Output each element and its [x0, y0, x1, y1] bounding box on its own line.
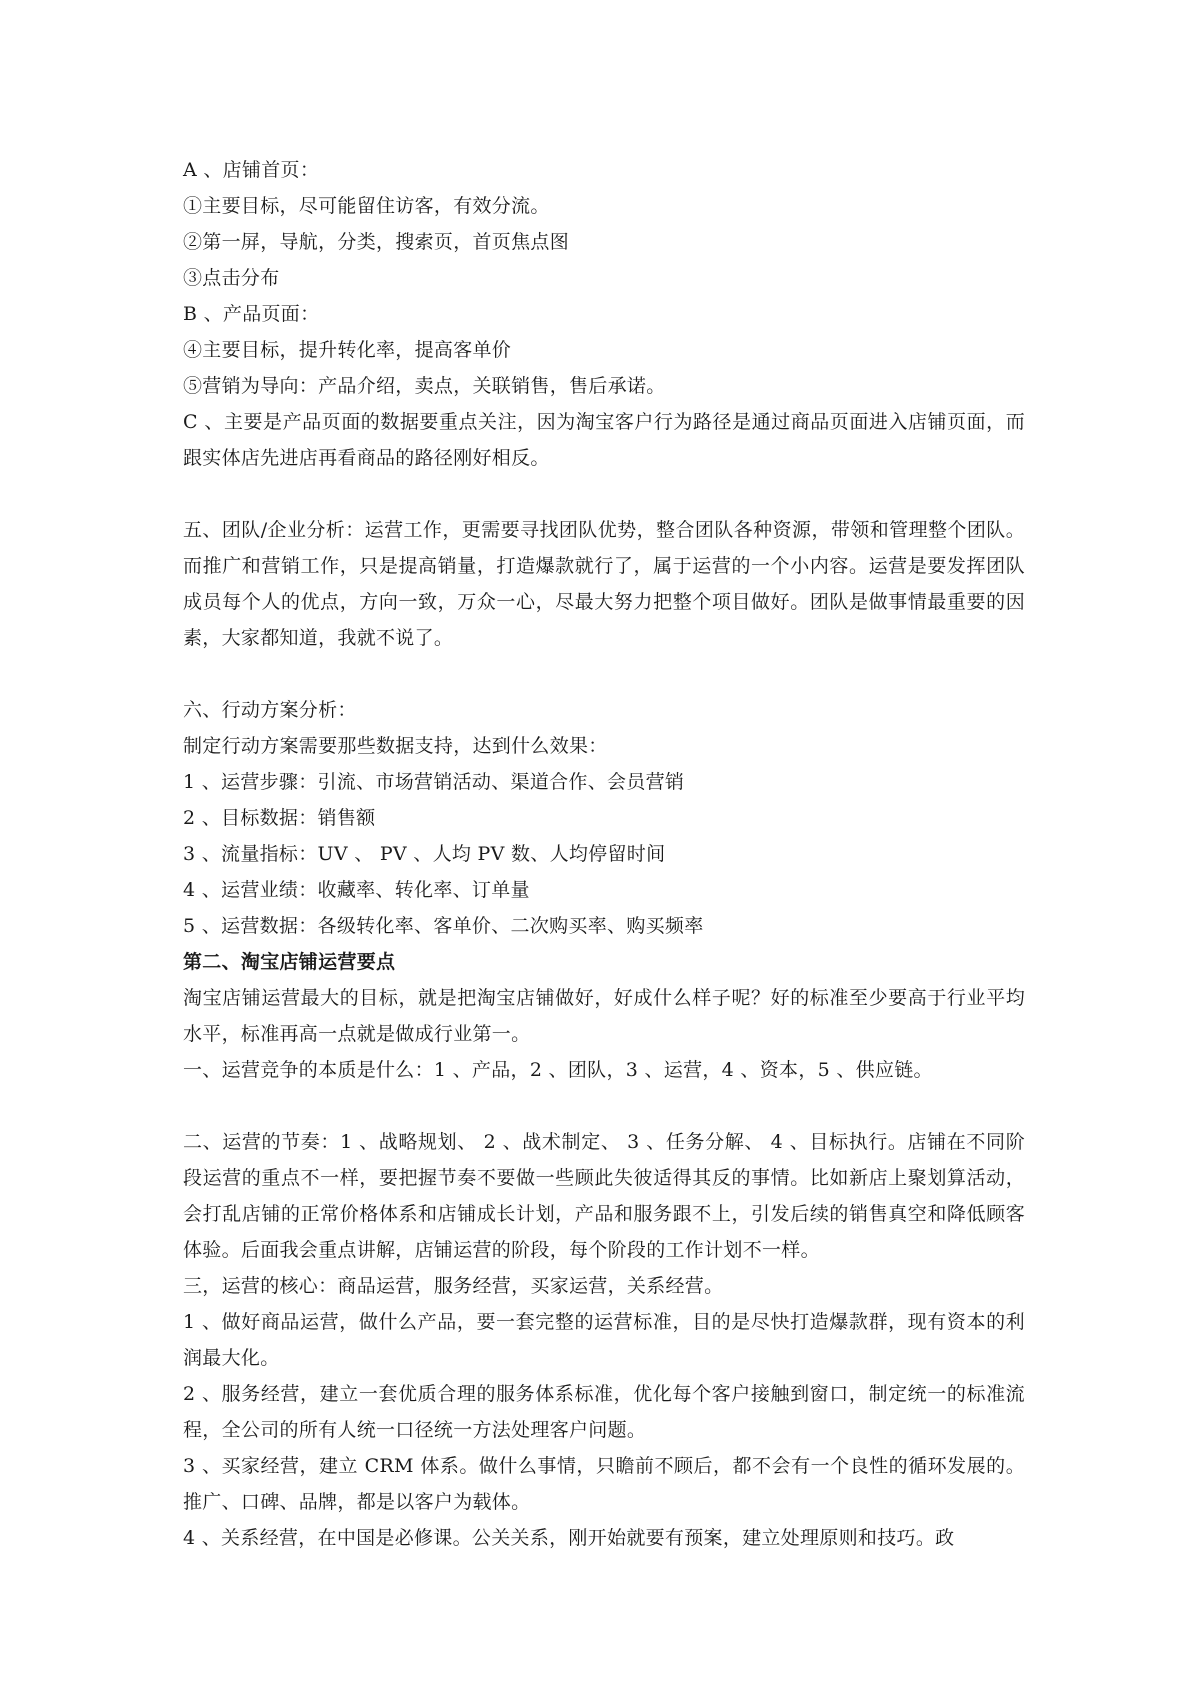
- section-6-item: 4 、运营业绩：收藏率、转化率、订单量: [183, 879, 530, 901]
- section-6-item: 1 、运营步骤：引流、市场营销活动、渠道合作、会员营销: [183, 771, 685, 793]
- core-item: 4 、关系经营，在中国是必修课。公关关系，刚开始就要有预案，建立处理原则和技巧。政: [183, 1527, 955, 1549]
- section-b-item: ⑤营销为导向：产品介绍，卖点，关联销售，售后承诺。: [183, 375, 666, 397]
- section-6-heading: 六、行动方案分析：: [183, 699, 357, 721]
- part2-title: 第二、淘宝店铺运营要点: [183, 951, 396, 973]
- section-b-heading: B 、产品页面：: [183, 303, 320, 325]
- section-6-intro: 制定行动方案需要那些数据支持，达到什么效果：: [183, 735, 608, 757]
- document-page: [183, 152, 1025, 1556]
- part2-point-1: 一、运营竞争的本质是什么：1 、产品，2 、团队，3 、运营，4 、资本，5 、供应链。: [183, 1059, 933, 1081]
- paragraph-gap: [183, 656, 1025, 692]
- core-item: 1 、做好商品运营，做什么产品，要一套完整的运营标准，目的是尽快打造爆款群，现有资本的利润最大化。: [183, 1311, 1025, 1369]
- section-a-heading: A 、店铺首页：: [183, 159, 320, 181]
- section-6-item: 3 、流量指标：UV 、 PV 、人均 PV 数、人均停留时间: [183, 843, 666, 865]
- section-a-item: ②第一屏，导航，分类，搜索页，首页焦点图: [183, 231, 570, 253]
- section-6-item: 2 、目标数据：销售额: [183, 807, 376, 829]
- part2-point-3: 三，运营的核心：商品运营，服务经营，买家运营，关系经营。: [183, 1275, 724, 1297]
- section-a-item: ①主要目标，尽可能留住访客，有效分流。: [183, 195, 550, 217]
- core-item: 3 、买家经营，建立 CRM 体系。做什么事情，只瞻前不顾后，都不会有一个良性的循环发展的。推广、口碑、品牌，都是以客户为载体。: [183, 1455, 1025, 1513]
- section-b-item: ④主要目标，提升转化率，提高客单价: [183, 339, 512, 361]
- section-c-paragraph: C 、主要是产品页面的数据要重点关注，因为淘宝客户行为路径是通过商品页面进入店铺页面，而跟实体店先进店再看商品的路径刚好相反。: [183, 411, 1025, 469]
- section-a-item: ③点击分布: [183, 267, 280, 289]
- part2-intro: 淘宝店铺运营最大的目标，就是把淘宝店铺做好，好成什么样子呢？好的标准至少要高于行业平均水平，标准再高一点就是做成行业第一。: [183, 987, 1025, 1045]
- core-item: 2 、服务经营，建立一套优质合理的服务体系标准，优化每个客户接触到窗口，制定统一的标准流程，全公司的所有人统一口径统一方法处理客户问题。: [183, 1383, 1025, 1441]
- paragraph-gap: [183, 1088, 1025, 1124]
- section-6-item: 5 、运营数据：各级转化率、客单价、二次购买率、购买频率: [183, 915, 704, 937]
- paragraph-gap: [183, 476, 1025, 512]
- section-5-paragraph: 五、团队/企业分析：运营工作，更需要寻找团队优势，整合团队各种资源，带领和管理整个团队。而推广和营销工作，只是提高销量，打造爆款就行了，属于运营的一个小内容。运营是要发挥团队成员每个人的优点，方向一致，万众一心，尽最大努力把整个项目做好。团队是做事情最重要的因素，大家都知道，我就不说了。: [183, 519, 1025, 649]
- part2-point-2: 二、运营的节奏：1 、战略规划、 2 、战术制定、 3 、任务分解、 4 、目标执行。店铺在不同阶段运营的重点不一样，要把握节奏不要做一些顾此失彼适得其反的事情。比如新店上聚划算活动，会打乱店铺的正常价格体系和店铺成长计划，产品和服务跟不上，引发后续的销售真空和降低顾客体验。后面我会重点讲解，店铺运营的阶段，每个阶段的工作计划不一样。: [183, 1131, 1025, 1261]
